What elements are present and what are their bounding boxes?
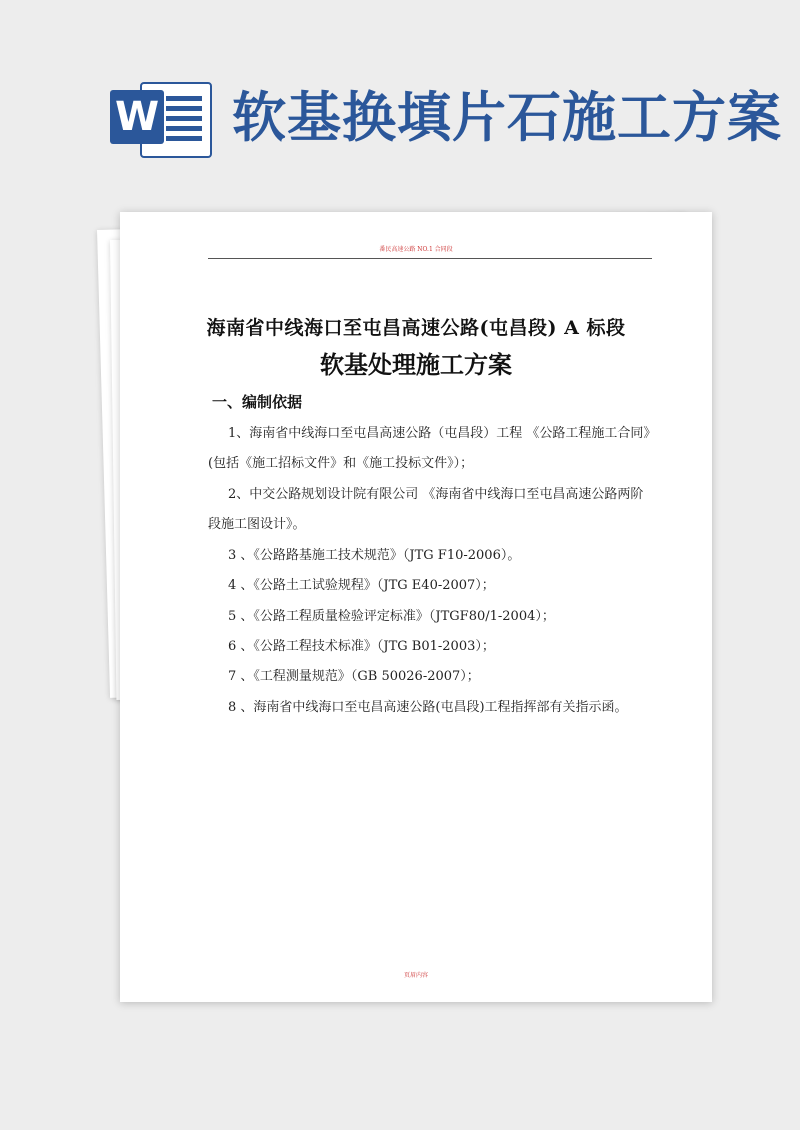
document-page [120, 212, 712, 1002]
list-item: 3 、《公路路基施工技术规范》（JTG F10-2006）。 [228, 548, 521, 563]
word-badge: W [110, 90, 164, 144]
document-subtitle: 软基处理施工方案 [320, 351, 512, 379]
list-item: 1、海南省中线海口至屯昌高速公路（屯昌段）工程 《公路工程施工合同》 [228, 426, 657, 441]
page-footer: 页眉内容 [403, 972, 428, 979]
word-document-icon [110, 78, 214, 158]
list-item: 段施工图设计》。 [208, 517, 306, 532]
header-divider [208, 258, 652, 259]
page-header: 番民高速公路 NO.1 合同段 [379, 246, 453, 253]
banner-title: 软基换填片石施工方案 [232, 85, 782, 149]
list-item: (包括《施工招标文件》和《施工投标文件》）； [208, 456, 474, 471]
list-item: 7 、《工程测量规范》（GB 50026-2007）； [228, 669, 480, 684]
list-item: 2、中交公路规划设计院有限公司 《海南省中线海口至屯昌高速公路两阶 [228, 487, 644, 502]
document-title: 海南省中线海口至屯昌高速公路(屯昌段) A 标段 [206, 317, 626, 339]
list-item: 4 、《公路土工试验规程》（JTG E40-2007）； [228, 578, 495, 593]
section-heading: 一、编制依据 [212, 393, 303, 411]
list-item: 8 、海南省中线海口至屯昌高速公路(屯昌段)工程指挥部有关指示函。 [228, 700, 628, 715]
banner [0, 0, 800, 190]
list-item: 6 、《公路工程技术标准》（JTG B01-2003）； [228, 639, 495, 654]
list-item: 5 、《公路工程质量检验评定标准》（JTGF80/1-2004）； [228, 609, 555, 624]
